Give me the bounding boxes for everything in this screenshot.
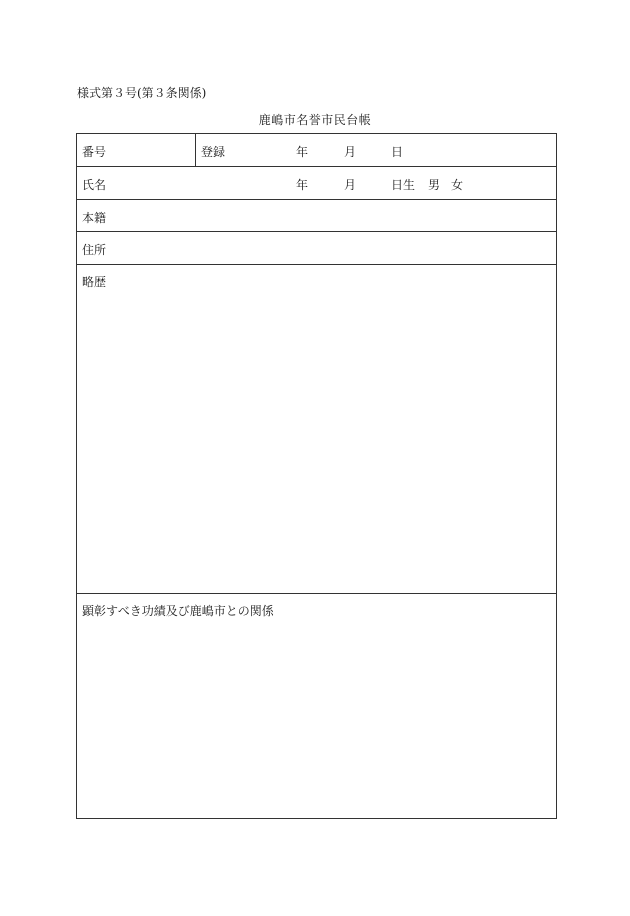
birth-month-label: 月 [344,178,357,192]
domicile-row [77,200,556,232]
address-row [77,232,556,265]
number-row [77,134,556,167]
female-label: 女 [451,178,464,192]
career-label: 略歴 [82,275,107,289]
number-divider [195,134,196,166]
document-title: 鹿嶋市名誉市民台帳 [258,113,372,127]
registration-day-label: 日 [391,145,404,159]
register-table [76,133,557,819]
form-number: 様式第３号(第３条関係) [77,86,207,100]
birth-year-label: 年 [296,178,309,192]
domicile-label: 本籍 [82,211,107,225]
registration-year-label: 年 [296,145,309,159]
registration-month-label: 月 [344,145,357,159]
achievements-label: 顕彰すべき功績及び鹿嶋市との関係 [82,604,274,618]
name-row [77,167,556,200]
achievements-row [77,594,556,818]
number-label: 番号 [82,145,107,159]
address-label: 住所 [82,243,107,257]
career-row [77,265,556,594]
name-label: 氏名 [82,178,107,192]
birth-day-label: 日生 [391,178,416,192]
male-label: 男 [428,178,441,192]
registration-label: 登録 [201,145,226,159]
